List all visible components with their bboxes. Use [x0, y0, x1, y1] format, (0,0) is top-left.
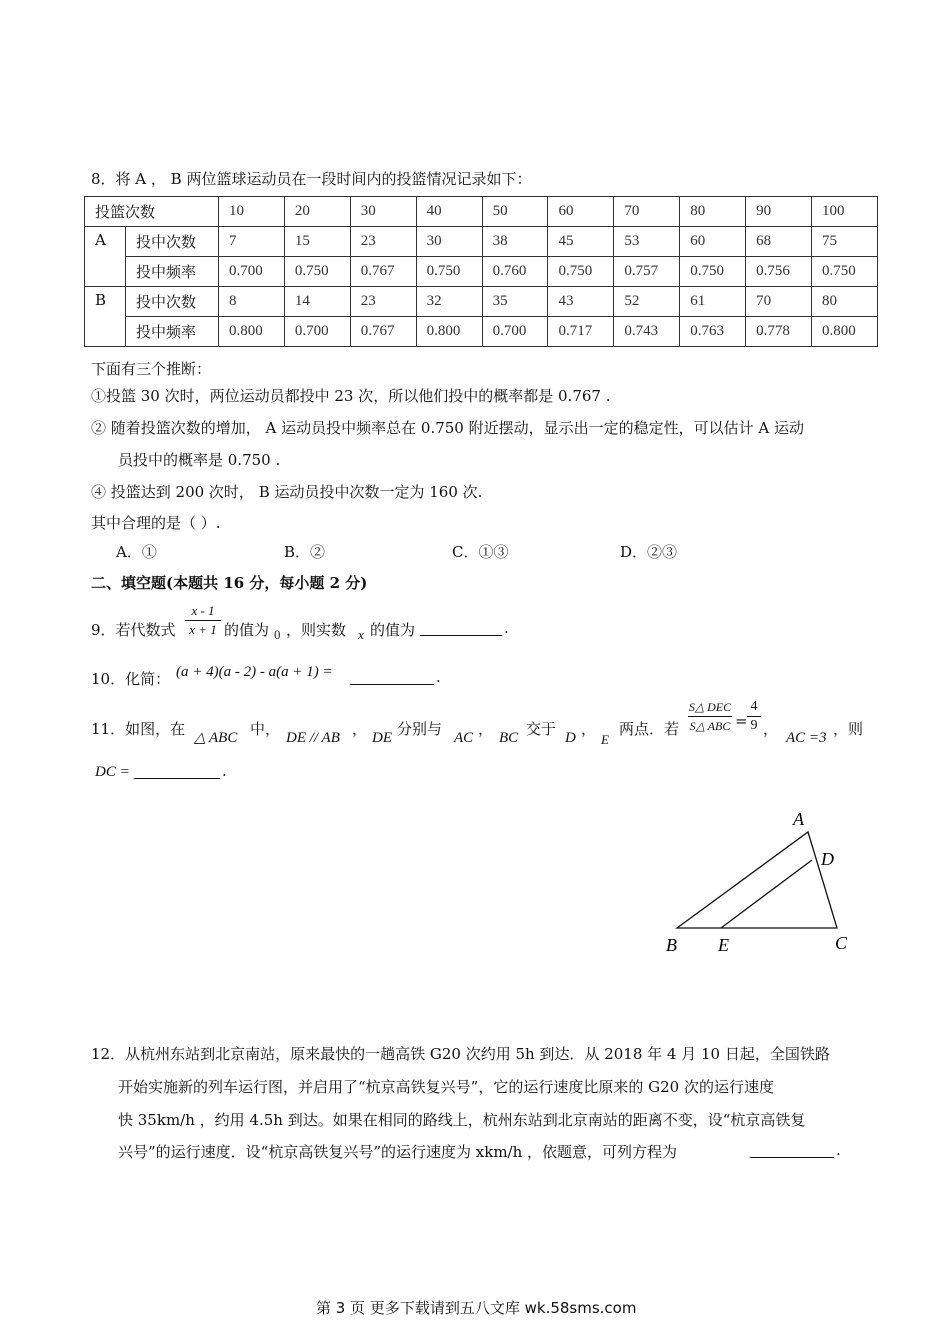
q8-ask: 其中合理的是（ ）.	[91, 514, 221, 532]
table-cell: 60	[548, 197, 614, 227]
q11-comma-2: ，	[478, 720, 494, 738]
table-cell: 0.763	[680, 317, 746, 347]
table-cell: 0.778	[746, 317, 812, 347]
fraction-denominator: S△ ABC	[689, 719, 731, 733]
table-cell: 80	[812, 287, 878, 317]
q11-e: E	[601, 732, 609, 747]
row-label: 投中频率	[126, 257, 219, 287]
q10-answer-blank	[350, 668, 434, 689]
triangle-figure	[660, 805, 860, 965]
q9-post: 的值为	[370, 621, 416, 639]
q11-end: .	[222, 762, 227, 780]
label-a: A	[793, 809, 804, 829]
label-d: D	[821, 849, 834, 869]
table-cell: 23	[350, 227, 416, 257]
q12-answer-blank	[750, 1141, 834, 1162]
table-cell: 0.760	[482, 257, 548, 287]
table-cell: 20	[284, 197, 350, 227]
q11-equals: =	[735, 712, 748, 730]
table-cell: 40	[416, 197, 482, 227]
table-cell: 0.743	[614, 317, 680, 347]
table-cell: 30	[416, 227, 482, 257]
q11-dc: DC =	[95, 764, 130, 780]
table-cell: 70	[746, 287, 812, 317]
label-e: E	[718, 935, 729, 955]
q10-pre: 10．化简：	[91, 670, 171, 688]
q8-statement-1: ①投篮 30 次时，两位运动员都投中 23 次，所以他们投中的概率都是 0.767 .	[91, 387, 611, 405]
q11-comma-3: ，	[581, 720, 597, 738]
table-cell: 0.717	[548, 317, 614, 347]
q9-mid2: ，则实数	[286, 621, 347, 639]
table-cell: 70	[614, 197, 680, 227]
q8-statement-4: ④ 投篮达到 200 次时， B 运动员投中次数一定为 160 次.	[91, 483, 483, 501]
table-cell: 0.800	[812, 317, 878, 347]
table-cell: 35	[482, 287, 548, 317]
row-label: 投中次数	[126, 287, 219, 317]
page-footer: 第 3 页 更多下载请到五八文库 wk.58sms.com	[316, 1299, 637, 1317]
q11-ratio-fraction	[747, 699, 761, 734]
q9-end: .	[504, 619, 509, 637]
q9-mid: 的值为	[224, 621, 270, 639]
q11-d: D	[565, 730, 576, 746]
table-cell: 23	[350, 287, 416, 317]
table-cell: 0.800	[416, 317, 482, 347]
table-row	[85, 197, 878, 227]
q10-end: .	[436, 668, 441, 686]
fraction-numerator: x - 1	[191, 603, 215, 618]
section-title: 二、填空题(本题共 16 分，每小题 2 分)	[91, 574, 368, 592]
q12-line-2: 开始实施新的列车运行图，并启用了“杭京高铁复兴号”，它的运行速度比原来的 G20 次的运行速度	[118, 1078, 774, 1096]
segment-de	[721, 860, 812, 928]
q8-intro: 8．将 A ， B 两位篮球运动员在一段时间内的投篮情况记录如下：	[91, 170, 532, 188]
player-cell: A	[85, 227, 126, 287]
table-cell: 100	[812, 197, 878, 227]
q12-end: .	[836, 1141, 841, 1159]
q8-statement-2a: ② 随着投篮次数的增加， A 运动员投中频率总在 0.750 附近摆动，显示出一定的稳定性，可以估计 A 运动	[91, 419, 804, 437]
table-row	[85, 257, 878, 287]
q9-x: x	[358, 627, 364, 642]
table-cell: 0.767	[350, 317, 416, 347]
table-cell: 0.757	[614, 257, 680, 287]
table-cell: 15	[284, 227, 350, 257]
fraction-bar	[747, 716, 761, 717]
q11-de: DE	[372, 730, 392, 746]
table-cell: 0.800	[219, 317, 285, 347]
q10-expression: (a + 4)(a - 2) - a(a + 1) =	[176, 664, 333, 680]
q12-line-4: 兴号”的运行速度．设“杭京高铁复兴号”的运行速度为 xkm/h ，依题意，可列方程为	[118, 1143, 678, 1161]
q11-comma-4: ，	[763, 720, 779, 738]
table-cell: 0.767	[350, 257, 416, 287]
q11-triangle: △ ABC	[194, 730, 238, 746]
table-cell: 0.700	[284, 317, 350, 347]
table-cell: 8	[219, 287, 285, 317]
table-cell: 52	[614, 287, 680, 317]
table-row	[85, 227, 878, 257]
table-cell: 32	[416, 287, 482, 317]
shooting-record-table	[84, 196, 878, 347]
q11-comma: ，	[352, 720, 368, 738]
table-cell: 45	[548, 227, 614, 257]
fraction-bar	[185, 620, 221, 621]
q8-statement-2b: 员投中的概率是 0.750 .	[118, 451, 281, 469]
table-cell: 90	[746, 197, 812, 227]
table-cell: 61	[680, 287, 746, 317]
row-label: 投中次数	[126, 227, 219, 257]
table-cell: 60	[680, 227, 746, 257]
q11-t4: 两点．若	[619, 720, 680, 738]
row-label: 投中频率	[126, 317, 219, 347]
q11-t1: 中，	[250, 720, 281, 738]
triangle-abc	[677, 832, 837, 928]
q11-area-fraction	[688, 699, 732, 734]
fraction-numerator: S△ DEC	[688, 700, 732, 714]
table-cell: 10	[219, 197, 285, 227]
q11-bc: BC	[499, 730, 519, 746]
table-cell: 0.750	[284, 257, 350, 287]
q11-parallel: DE // AB	[286, 730, 340, 746]
table-cell: 7	[219, 227, 285, 257]
fraction-numerator: 4	[750, 699, 758, 714]
table-cell: 14	[284, 287, 350, 317]
label-b: B	[666, 935, 677, 955]
option-d: D．②③	[620, 543, 678, 561]
player-cell: B	[85, 287, 126, 347]
q12-line-1: 12．从杭州东站到北京南站，原来最快的一趟高铁 G20 次约用 5h 到达．从 2018 年 4 月 10 日起，全国铁路	[91, 1045, 830, 1063]
q9-pre: 9．若代数式	[91, 621, 176, 639]
option-b: B．②	[284, 543, 326, 561]
q11-t2: 分别与	[397, 720, 443, 738]
table-cell: 43	[548, 287, 614, 317]
q9-zero: 0	[274, 627, 281, 642]
fraction-denominator: 9	[750, 718, 758, 733]
table-cell: 38	[482, 227, 548, 257]
q11-answer-blank	[134, 762, 220, 783]
q8-below: 下面有三个推断：	[91, 360, 212, 378]
table-cell: 0.750	[812, 257, 878, 287]
q9-answer-blank	[420, 619, 502, 640]
q11-ac-value: AC =3	[786, 730, 827, 746]
table-cell: 0.700	[482, 317, 548, 347]
option-a: A．①	[116, 543, 157, 561]
table-header-cell: 投篮次数	[85, 197, 219, 227]
table-cell: 0.750	[680, 257, 746, 287]
q11-t5: ，则	[833, 720, 864, 738]
q11-t3: 交于	[526, 720, 557, 738]
table-cell: 0.750	[416, 257, 482, 287]
table-cell: 50	[482, 197, 548, 227]
table-cell: 0.750	[548, 257, 614, 287]
table-cell: 30	[350, 197, 416, 227]
table-cell: 68	[746, 227, 812, 257]
table-row	[85, 287, 878, 317]
q9-fraction	[185, 603, 221, 638]
option-c: C．①③	[452, 543, 509, 561]
table-cell: 53	[614, 227, 680, 257]
table-cell: 0.756	[746, 257, 812, 287]
table-row	[85, 317, 878, 347]
q11-pre: 11．如图，在	[91, 720, 186, 738]
label-c: C	[835, 933, 848, 953]
fraction-denominator: x + 1	[189, 622, 217, 637]
table-cell: 0.700	[219, 257, 285, 287]
q12-line-3: 快 35km/h ，约用 4.5h 到达。如果在相同的路线上，杭州东站到北京南站的距离不变，设“杭京高铁复	[118, 1111, 806, 1129]
fraction-bar	[688, 716, 732, 717]
q11-ac: AC	[454, 730, 474, 746]
table-cell: 75	[812, 227, 878, 257]
table-cell: 80	[680, 197, 746, 227]
